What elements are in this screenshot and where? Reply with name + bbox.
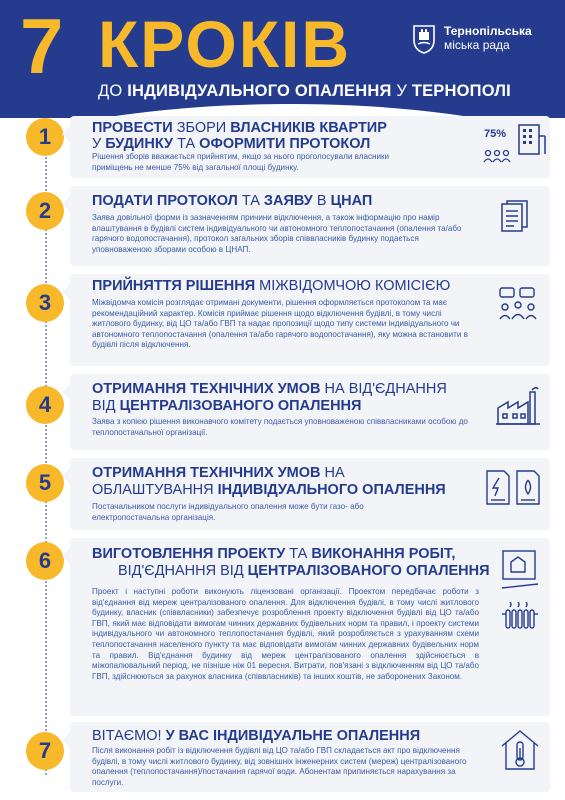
step-3-number: 3 bbox=[26, 284, 64, 322]
electric-gas-docs-icon bbox=[484, 468, 544, 508]
radiator-icon bbox=[502, 602, 538, 632]
step-4-card bbox=[70, 374, 550, 450]
step-2-number: 2 bbox=[26, 192, 64, 230]
step-6-text: Проект і наступні роботи виконують ліцензовані організації. Проектом передбачає роботи з від'єднання від мереж централізованого опалення. Для відключення будівлі, в тому числі житлового будинку, власник (співвласники) забезпечує розроблення проекту відключення будівлі від ЦО та/або ГВП, який має відповідати вимогам чинних державних будівельних норм та правил, і проекту системи індивідуального чи автономного теплопостачання будівлі, який розробляється з урахуванням схеми теплопостачання населеного пункту та має відповідати вимогам чинних державних будівельних норм та правил. Від'єднання будинку від мереж централізованого опалення здійснюється в міжопалювальний період, не пізніше ніж 01 вересня. Витрати, пов'язані з відключенням від ЦО та/або ГВП, здійснюються за рахунок власника (співвласників) та інших коштів, не заборонених Законом. bbox=[92, 587, 479, 681]
thermometer-house-icon bbox=[500, 728, 540, 772]
step-4-text: Заява з копією рішення виконавчого комітету подається уповноваженою співвласниками особою до теплопостачальної організації. bbox=[92, 417, 468, 437]
people-icon bbox=[482, 148, 512, 164]
step-5-card bbox=[70, 458, 550, 530]
step-3-title: ПРИЙНЯТТЯ РІШЕННЯ МІЖВІДОМЧОЮ КОМІСІЄЮ bbox=[92, 278, 451, 294]
step-5-title: ОТРИМАННЯ ТЕХНІЧНИХ УМОВ НА ОБЛАШТУВАННЯ ІНДИВІДУАЛЬНОГО ОПАЛЕННЯ bbox=[92, 465, 446, 498]
city-council-name: Тернопільська міська рада bbox=[444, 24, 532, 52]
step-6-card bbox=[70, 538, 550, 716]
step-3-text: Міжвідомча комісія розглядає отримані документи, рішення оформляється протоколом та має рекомендаційний характер. Комісія приймає рішення щодо відключення будівлі, в тому числі житлового будинку, від ЦО та/або ГВП та надає пропозиції щодо типу системи індивідуального чи автономного теплопостачання (опалення та/або гарячого водопостачання), яку можна встановити в будівлі після відключення. bbox=[92, 298, 468, 350]
step-2-text: Заява довільної форми із зазначенням причини відключення, а також інформацію про намір влаштування в будівлі систем індивідуального чи автономного теплопостачання (опалення та/або гарячого водопостачання), протокол загальних зборів співвласників будинку подається уповноваженою зборами особою в ЦНАП. bbox=[92, 213, 462, 254]
building-icon bbox=[516, 122, 546, 156]
step-5-number: 5 bbox=[26, 464, 64, 502]
step-1-title: ПРОВЕСТИ ЗБОРИ ВЛАСНИКІВ КВАРТИР У БУДИНКУ ТА ОФОРМИТИ ПРОТОКОЛ bbox=[92, 120, 387, 152]
step-5-text: Постачальником послуги індивідуального опалення може бути газо- або електропостачальна організація. bbox=[92, 502, 364, 522]
header-banner bbox=[0, 0, 565, 118]
step-2-card bbox=[70, 186, 550, 266]
step-7-text: Після виконання робіт із відключення будівлі від ЦО та/або ГВП складається акт про відключення будівлі, в тому числі житлового будинку, від зовнішніх інженерних систем (мереж) централізованого опалення (теплопостачання)/постачання гарячої води. Абонентам припиняється нарахування за послуги. bbox=[92, 746, 467, 787]
meeting-icon bbox=[498, 286, 538, 322]
step-1-text: Рішення зборів вважається прийнятим, якщо за нього проголосували власники приміщень не менше 75% від загальної площі будинку. bbox=[92, 152, 390, 172]
step-6-number: 6 bbox=[26, 542, 64, 580]
step-4-title: ОТРИМАННЯ ТЕХНІЧНИХ УМОВ НА ВІД'ЄДНАННЯ ВІД ЦЕНТРАЛІЗОВАНОГО ОПАЛЕННЯ bbox=[92, 381, 447, 414]
header-subtitle: ДО ІНДИВІДУАЛЬНОГО ОПАЛЕННЯ У ТЕРНОПОЛІ bbox=[98, 82, 511, 100]
document-icon bbox=[498, 200, 532, 236]
step-7-card bbox=[70, 722, 550, 792]
factory-icon bbox=[496, 386, 540, 426]
blueprint-icon bbox=[500, 548, 540, 592]
step-7-title: ВІТАЄМО! У ВАС ІНДИВІДУАЛЬНЕ ОПАЛЕННЯ bbox=[92, 728, 421, 744]
step-7-number: 7 bbox=[26, 732, 64, 770]
coat-of-arms-icon bbox=[412, 24, 436, 54]
step-1-card bbox=[70, 116, 550, 178]
step-4-number: 4 bbox=[26, 386, 64, 424]
step-3-card bbox=[70, 274, 550, 366]
step-1-percent: 75% bbox=[484, 128, 507, 140]
step-6-title: ВИГОТОВЛЕННЯ ПРОЕКТУ ТА ВИКОНАННЯ РОБІТ, ВІД'ЄДНАННЯ ВІД ЦЕНТРАЛІЗОВАНОГО ОПАЛЕННЯ bbox=[92, 546, 490, 579]
header-title: КРОКІВ bbox=[98, 7, 352, 81]
header-big-number: 7 bbox=[20, 2, 62, 90]
timeline-line bbox=[45, 150, 47, 775]
step-1-number: 1 bbox=[26, 118, 64, 156]
step-2-title: ПОДАТИ ПРОТОКОЛ ТА ЗАЯВУ В ЦНАП bbox=[92, 193, 373, 209]
